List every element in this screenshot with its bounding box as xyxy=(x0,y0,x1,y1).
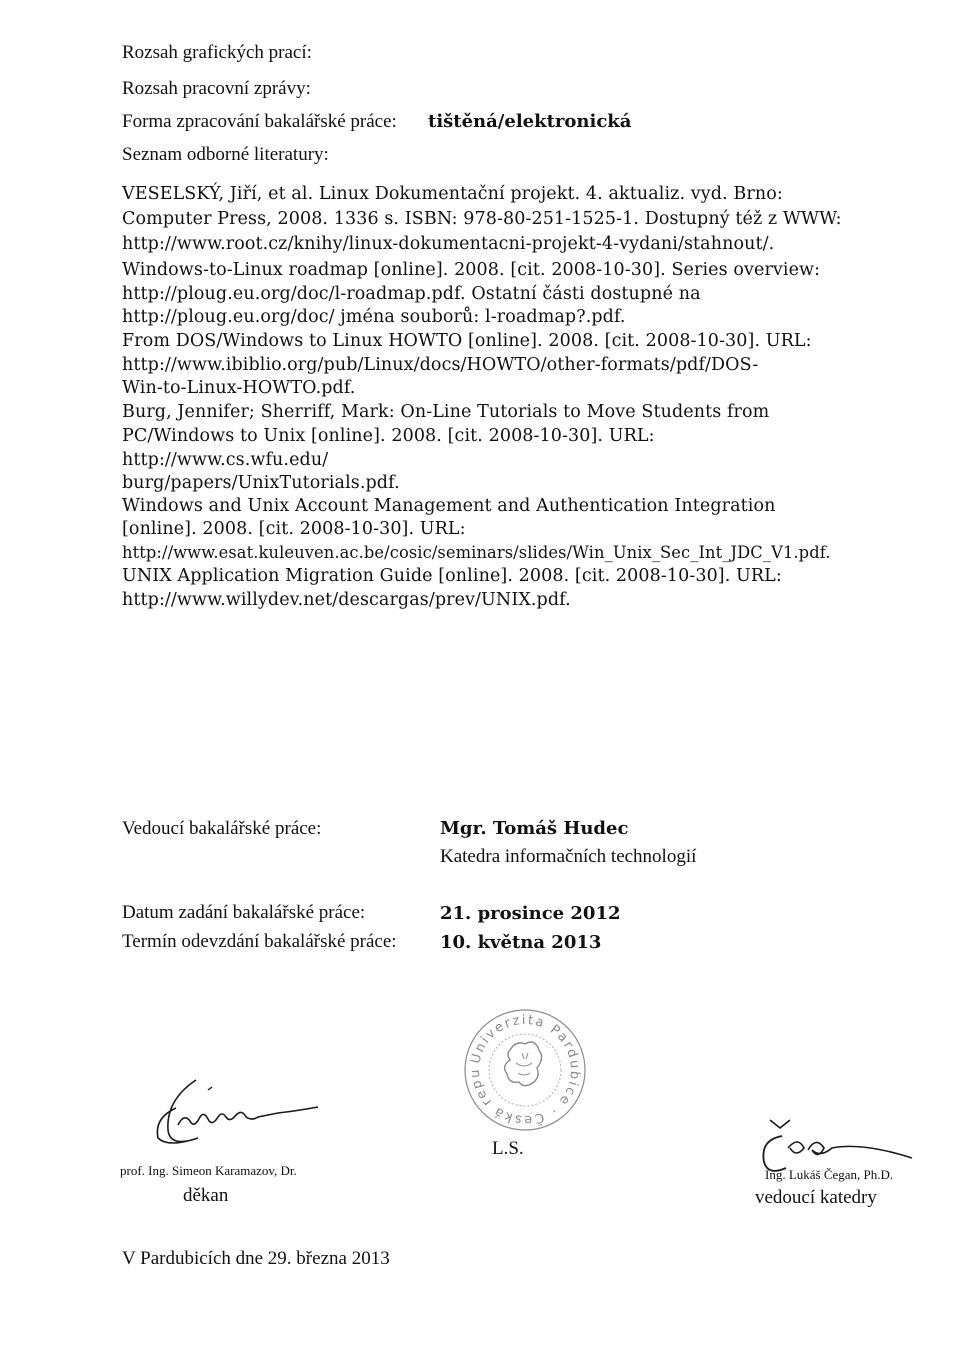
seznam-literatury-label: Seznam odborné literatury: xyxy=(122,144,329,165)
reference-line: http://www.root.cz/knihy/linux-dokumentacni-projekt-4-vydani/stahnout/. xyxy=(122,234,775,254)
head-name: Ing. Lukáš Čegan, Ph.D. xyxy=(765,1167,894,1182)
reference-line: http://ploug.eu.org/doc/l-roadmap.pdf. Ostatní části dostupné na xyxy=(122,284,701,304)
reference-line: Computer Press, 2008. 1336 s. ISBN: 978-80-251-1525-1. Dostupný též z WWW: xyxy=(122,209,842,229)
supervisor-name: Mgr. Tomáš Hudec xyxy=(440,818,629,839)
vedouci-prace-label: Vedoucí bakalářské práce: xyxy=(122,818,322,839)
reference-line: VESELSKÝ, Jiří, et al. Linux Dokumentační projekt. 4. aktualiz. vyd. Brno: xyxy=(122,184,783,204)
reference-line: http://www.willydev.net/descargas/prev/UNIX.pdf. xyxy=(122,590,571,610)
forma-zpracovani-label: Forma zpracování bakalářské práce: xyxy=(122,111,397,132)
reference-line: http://www.cs.wfu.edu/ xyxy=(122,450,329,470)
place-and-date: V Pardubicích dne 29. března 2013 xyxy=(122,1248,390,1269)
reference-line: burg/papers/UnixTutorials.pdf. xyxy=(122,473,400,493)
reference-line: Windows and Unix Account Management and Authentication Integration xyxy=(122,496,776,516)
dean-role: děkan xyxy=(183,1185,229,1206)
reference-line: http://www.ibiblio.org/pub/Linux/docs/HOWTO/other-formats/pdf/DOS- xyxy=(122,355,759,375)
dean-name: prof. Ing. Simeon Karamazov, Dr. xyxy=(120,1163,297,1178)
termin-odevzdani-value: 10. května 2013 xyxy=(440,932,602,953)
reference-line: http://ploug.eu.org/doc/ jména souborů: l-roadmap?.pdf. xyxy=(122,307,626,327)
rozsah-grafickych-praci-label: Rozsah grafických prací: xyxy=(122,42,312,63)
university-seal-icon xyxy=(454,994,590,1135)
reference-line: PC/Windows to Unix [online]. 2008. [cit. 2008-10-30]. URL: xyxy=(122,426,655,446)
reference-line: Win-to-Linux-HOWTO.pdf. xyxy=(122,378,356,398)
datum-zadani-label: Datum zadání bakalářské práce: xyxy=(122,902,366,923)
termin-odevzdani-label: Termín odevzdání bakalářské práce: xyxy=(122,931,397,952)
dean-signature-icon xyxy=(118,1070,348,1160)
reference-line: From DOS/Windows to Linux HOWTO [online]. 2008. [cit. 2008-10-30]. URL: xyxy=(122,331,812,351)
reference-line: Burg, Jennifer; Sherriff, Mark: On-Line Tutorials to Move Students from xyxy=(122,402,770,422)
reference-line: [online]. 2008. [cit. 2008-10-30]. URL: xyxy=(122,519,466,539)
datum-zadani-value: 21. prosince 2012 xyxy=(440,903,621,924)
forma-zpracovani-value: tištěná/elektronická xyxy=(428,111,632,132)
locus-sigilli: L.S. xyxy=(492,1138,524,1159)
head-role: vedoucí katedry xyxy=(755,1187,877,1208)
reference-line: http://www.esat.kuleuven.ac.be/cosic/seminars/slides/Win_Unix_Sec_Int_JDC_V1.pdf. xyxy=(122,543,831,562)
reference-line: Windows-to-Linux roadmap [online]. 2008. [cit. 2008-10-30]. Series overview: xyxy=(122,260,821,280)
svg-text:Univerzita Pardubice · Česká r: Univerzita Pardubice · Česká republika · xyxy=(454,994,583,1128)
supervisor-department: Katedra informačních technologií xyxy=(440,846,697,867)
rozsah-pracovni-zpravy-label: Rozsah pracovní zprávy: xyxy=(122,78,311,99)
reference-line: UNIX Application Migration Guide [online]. 2008. [cit. 2008-10-30]. URL: xyxy=(122,566,782,586)
